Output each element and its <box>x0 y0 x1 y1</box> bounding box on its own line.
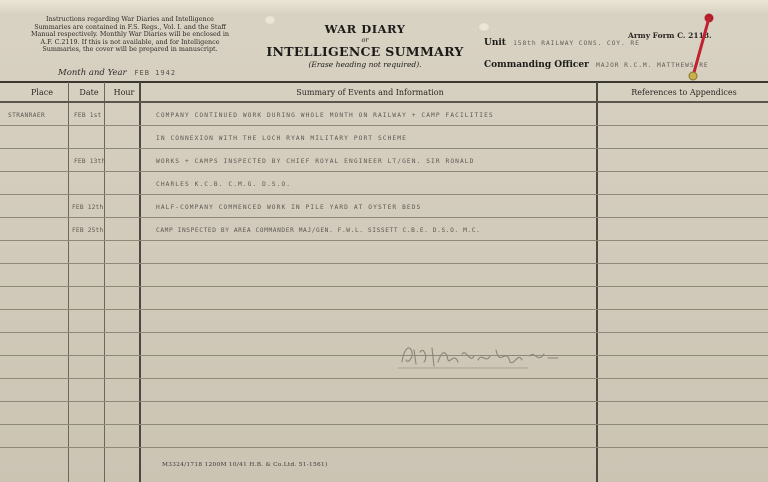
month-year-field <box>58 68 176 78</box>
entry-summary: CAMP INSPECTED BY AREA COMMANDER MAJ/GEN. F.W.L. SISSETT C.B.E. D.S.O. M.C. <box>156 227 481 234</box>
form-title <box>265 22 465 69</box>
row-line <box>0 217 768 218</box>
row-line <box>0 171 768 172</box>
month-year-value: FEB 1942 <box>134 69 177 77</box>
row-line <box>0 355 768 356</box>
row-line <box>0 286 768 287</box>
entry-date: FEB 25th <box>72 227 104 234</box>
entry-summary: WORKS + CAMPS INSPECTED BY CHIEF ROYAL ENGINEER LT/GEN. SIR RONALD <box>156 158 475 165</box>
row-line <box>0 194 768 195</box>
column-divider-hour <box>139 82 141 482</box>
entry-summary: HALF-COMPANY COMMENCED WORK IN PILE YARD AT OYSTER BEDS <box>156 204 422 211</box>
column-header-place: Place <box>31 88 53 97</box>
row-line <box>0 401 768 402</box>
column-divider-place <box>68 82 69 482</box>
row-line <box>0 309 768 310</box>
entry-date: FEB 13th <box>74 158 106 165</box>
row-line <box>0 240 768 241</box>
row-line <box>0 332 768 333</box>
unit-label: Unit <box>484 38 506 48</box>
title-note: (Erase heading not required). <box>308 60 422 69</box>
header-divider <box>0 81 768 83</box>
entry-summary: COMPANY CONTINUED WORK DURING WHOLE MONTH ON RAILWAY + CAMP FACILITIES <box>156 112 494 119</box>
entry-summary: CHARLES K.C.B. C.M.G. D.S.O. <box>156 181 292 188</box>
signature-text <box>392 352 524 363</box>
entry-summary: IN CONNEXION WITH THE LOCH RYAN MILITARY PORT SCHEME <box>156 135 407 142</box>
instructions-text: Instructions regarding War Diaries and Intelligence Summaries are contained in F.S. Regs., Vol. I. and the Staff Manual respectively. Monthly War Diaries will be enclosed in A.F. C.2119. If this is not available, and for Intelligence Summaries, the cover will be prepared in manuscript. <box>30 15 230 54</box>
header-row-line <box>0 101 768 103</box>
commanding-officer-field <box>484 60 709 70</box>
title-intelligence-summary: INTELLIGENCE SUMMARY <box>266 44 464 59</box>
row-line <box>0 125 768 126</box>
entry-date: FEB 12th <box>72 204 104 211</box>
column-header-hour: Hour <box>113 88 135 97</box>
row-line <box>0 447 768 448</box>
print-reference: M3324/1718 1200M 10/41 H.B. & Co.Ltd. 51-1561) <box>162 462 328 468</box>
row-line <box>0 148 768 149</box>
title-or: or <box>361 36 369 44</box>
entry-place: STRANRAER <box>8 112 46 119</box>
row-line <box>0 378 768 379</box>
row-line <box>0 263 768 264</box>
entry-date: FEB 1st <box>74 112 102 119</box>
unit-field <box>484 38 640 48</box>
column-header-references: References to Appendices <box>631 88 737 97</box>
punch-hole-right <box>478 22 490 32</box>
column-divider-summary <box>596 82 598 482</box>
month-year-label: Month and Year <box>58 68 127 78</box>
commanding-officer-value: MAJOR R.C.M. MATTHEWS RE <box>596 62 709 69</box>
commanding-officer-label: Commanding Officer <box>484 60 589 70</box>
treasury-tag-icon <box>683 12 723 82</box>
column-header-date: Date <box>79 88 99 97</box>
unit-value: 158th RAILWAY CONS. COY. RE <box>513 40 640 47</box>
title-war-diary: WAR DIARY <box>324 22 406 36</box>
column-divider-date <box>104 82 105 482</box>
row-line <box>0 424 768 425</box>
column-header-summary: Summary of Events and Information <box>296 88 444 97</box>
army-form-number: Army Form C. 2118. <box>628 31 712 40</box>
